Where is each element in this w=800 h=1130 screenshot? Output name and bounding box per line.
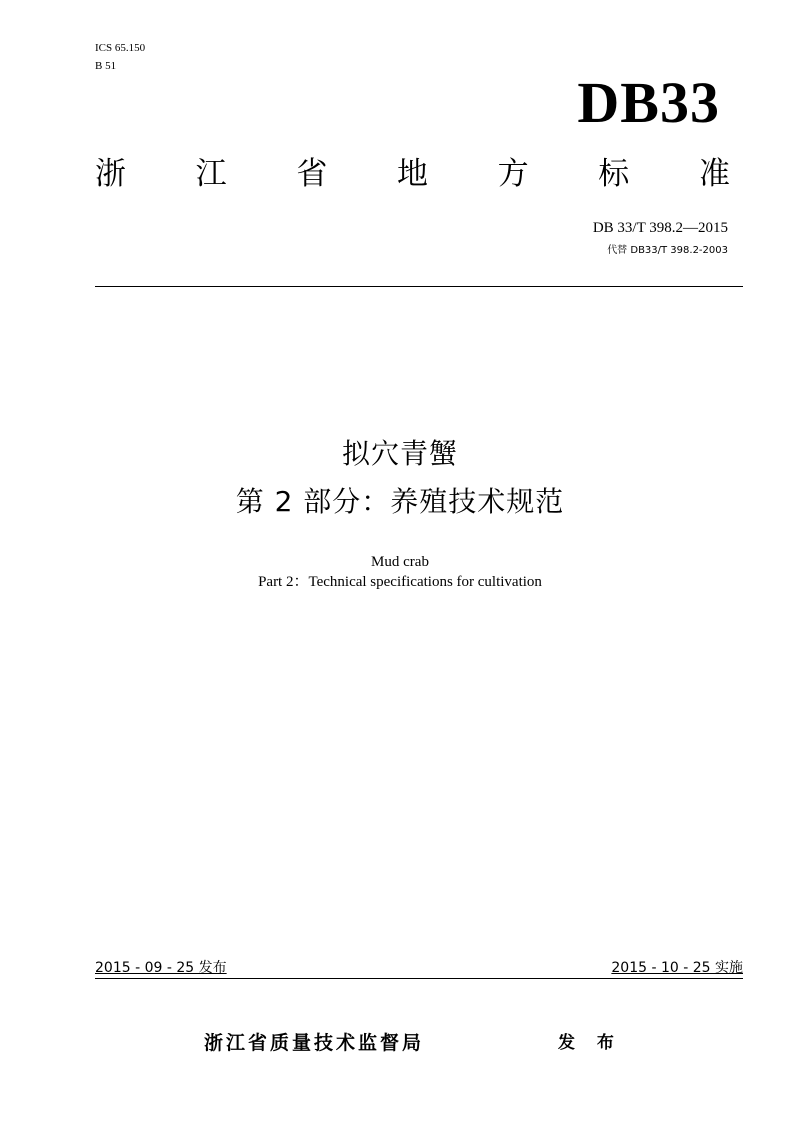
province-title-char: 准 xyxy=(698,156,730,192)
issue-label: 发 布 xyxy=(558,1033,622,1053)
title-cn-line-1: 拟穴青蟹 xyxy=(341,437,458,470)
provincial-standard-title xyxy=(95,152,730,196)
province-title-char: 标 xyxy=(598,156,630,192)
footer-divider xyxy=(95,978,743,979)
title-en-line-1: Mud crab xyxy=(371,554,429,570)
title-cn-line-2: 第 2 部分：养殖技术规范 xyxy=(235,485,565,518)
standard-number: DB 33/T 398.2—2015 xyxy=(592,220,728,236)
province-title-char: 江 xyxy=(195,156,227,192)
implementation-date: 2015 - 10 - 25 实施 xyxy=(611,960,743,976)
issuing-authority: 浙江省质量技术监督局 xyxy=(204,1032,425,1054)
classification-code: B 51 xyxy=(95,60,117,72)
province-title-char: 地 xyxy=(396,156,428,192)
province-title-char: 方 xyxy=(497,156,529,192)
standard-logo: DB33 xyxy=(577,70,720,135)
issue-date: 2015 - 09 - 25 发布 xyxy=(95,960,227,976)
province-title-char: 浙 xyxy=(95,156,126,192)
replaces-standard: 代替 DB33/T 398.2-2003 xyxy=(607,245,728,256)
english-title xyxy=(0,552,800,592)
header-divider xyxy=(95,286,743,287)
ics-code: ICS 65.150 xyxy=(95,42,146,54)
chinese-title xyxy=(0,432,800,524)
title-en-line-2: Part 2：Technical specifications for cultivation xyxy=(258,574,542,590)
province-title-char: 省 xyxy=(296,156,328,192)
